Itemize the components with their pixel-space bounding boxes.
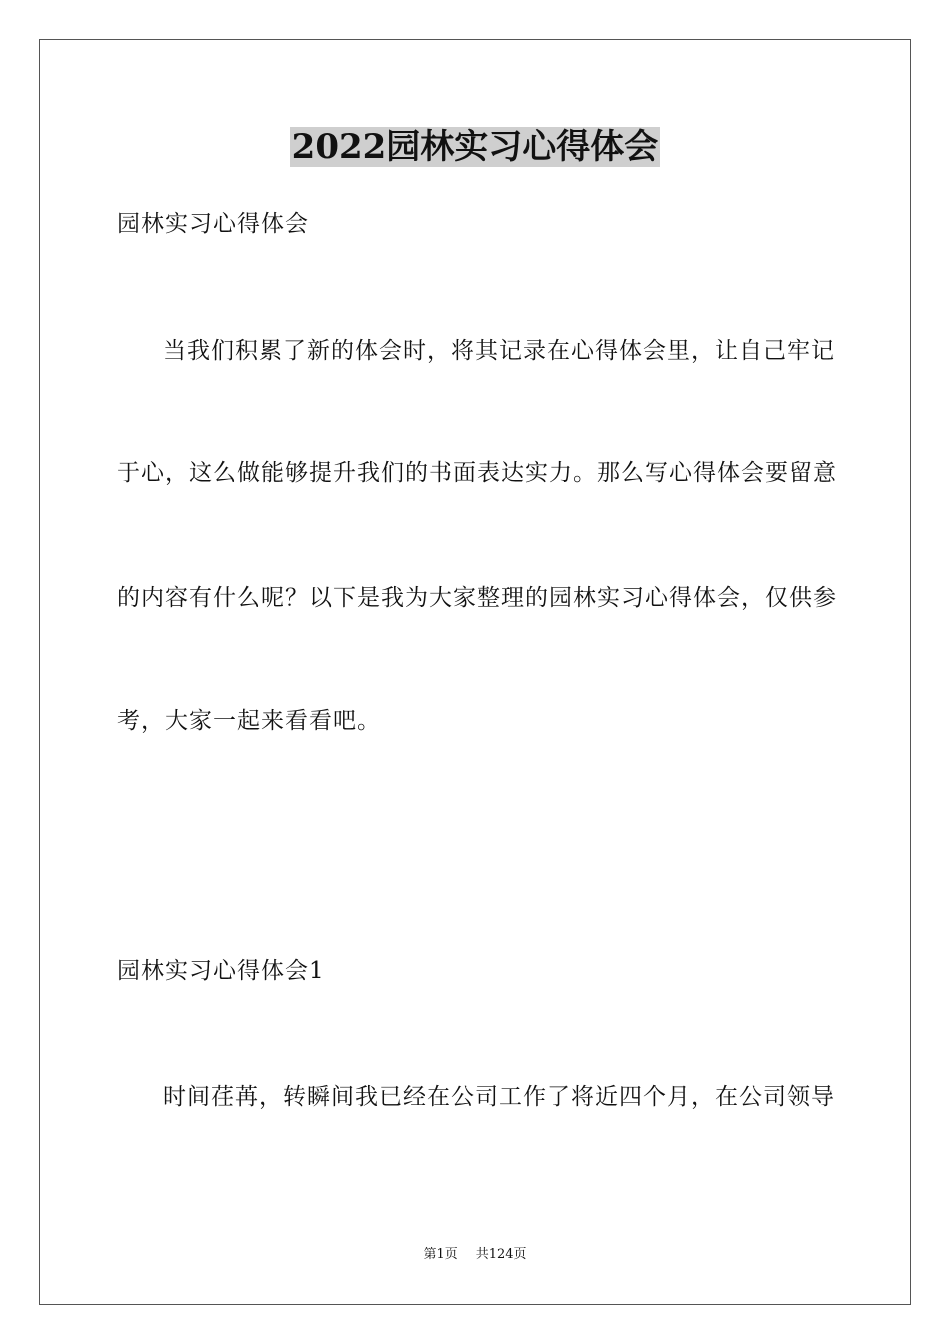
page-number: 第1页	[423, 1247, 458, 1262]
intro-line-3: 的内容有什么呢？以下是我为大家整理的园林实习心得体会，仅供参	[117, 585, 837, 611]
document-title	[0, 124, 950, 170]
intro-line-1: 当我们积累了新的体会时，将其记录在心得体会里，让自己牢记	[163, 338, 835, 364]
intro-line-2: 于心，这么做能够提升我们的书面表达实力。那么写心得体会要留意	[117, 460, 837, 486]
document-title-text: 2022园林实习心得体会	[291, 127, 659, 167]
intro-line-4: 考，大家一起来看看吧。	[117, 708, 381, 734]
page-footer	[0, 1246, 950, 1264]
document-subtitle: 园林实习心得体会	[117, 211, 309, 237]
section-heading: 园林实习心得体会1	[117, 958, 325, 984]
page-total: 共124页	[475, 1247, 527, 1262]
section-line-1: 时间荏苒，转瞬间我已经在公司工作了将近四个月，在公司领导	[163, 1084, 835, 1110]
